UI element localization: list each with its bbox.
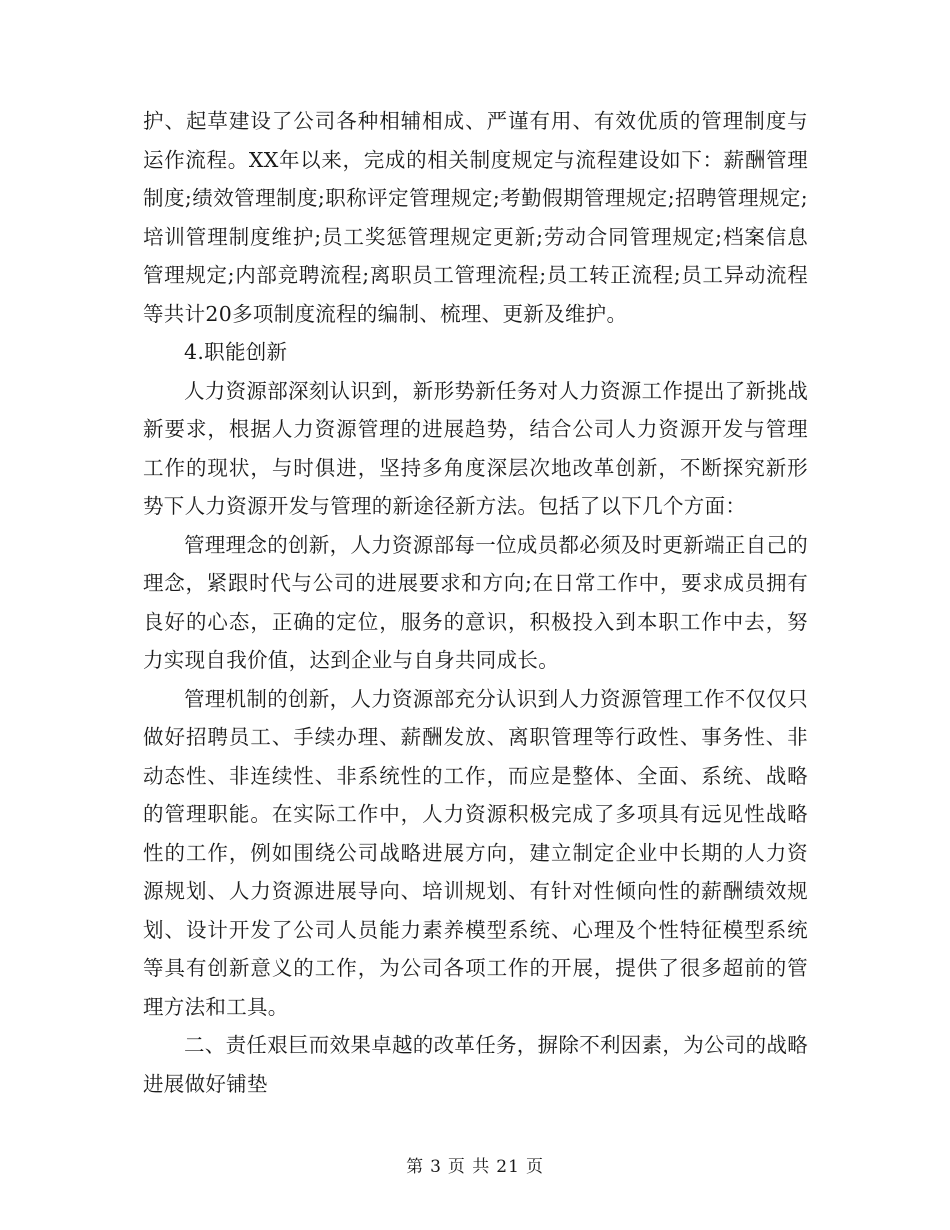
page-footer xyxy=(0,1152,950,1177)
section-heading-2: 二、责任艰巨而效果卓越的改革任务，摒除不利因素，为公司的战略进展做好铺垫 xyxy=(143,1033,808,1096)
footer-prefix: 第 xyxy=(406,1157,425,1177)
section-heading-4: 4.职能创新 xyxy=(184,340,288,364)
footer-middle: 页 共 xyxy=(447,1157,491,1177)
footer-current-page: 3 xyxy=(430,1157,442,1177)
footer-suffix: 页 xyxy=(525,1157,544,1177)
paragraph-1: 护、起草建设了公司各种相辅相成、严谨有用、有效优质的管理制度与运作流程。XX年以来，完成的相关制度规定与流程建设如下：薪酬管理制度;绩效管理制度;职称评定管理规定;考勤假期管理规定;招聘管理规定;培训管理制度维护;员工奖惩管理规定更新;劳动合同管理规定;档案信息管理规定;内部竞聘流程;离职员工管理流程;员工转正流程;员工异动流程等共计20多项制度流程的编制、梳理、更新及维护。 xyxy=(143,109,808,326)
document-body xyxy=(143,102,808,1103)
paragraph-3: 管理理念的创新，人力资源部每一位成员都必须及时更新端正自己的理念，紧跟时代与公司的进展要求和方向;在日常工作中，要求成员拥有良好的心态，正确的定位，服务的意识，积极投入到本职工作中去，努力实现自我价值，达到企业与自身共同成长。 xyxy=(143,532,808,672)
footer-total-pages: 21 xyxy=(496,1157,520,1177)
paragraph-4: 管理机制的创新，人力资源部充分认识到人力资源管理工作不仅仅只做好招聘员工、手续办理、薪酬发放、离职管理等行政性、事务性、非动态性、非连续性、非系统性的工作，而应是整体、全面、系统、战略的管理职能。在实际工作中，人力资源积极完成了多项具有远见性战略性的工作，例如围绕公司战略进展方向，建立制定企业中长期的人力资源规划、人力资源进展导向、培训规划、有针对性倾向性的薪酬绩效规划、设计开发了公司人员能力素养模型系统、心理及个性特征模型系统等具有创新意义的工作，为公司各项工作的开展，提供了很多超前的管理方法和工具。 xyxy=(143,686,808,1019)
paragraph-2: 人力资源部深刻认识到，新形势新任务对人力资源工作提出了新挑战新要求，根据人力资源管理的进展趋势，结合公司人力资源开发与管理工作的现状，与时俱进，坚持多角度深层次地改革创新，不断探究新形势下人力资源开发与管理的新途径新方法。包括了以下几个方面： xyxy=(143,378,808,518)
